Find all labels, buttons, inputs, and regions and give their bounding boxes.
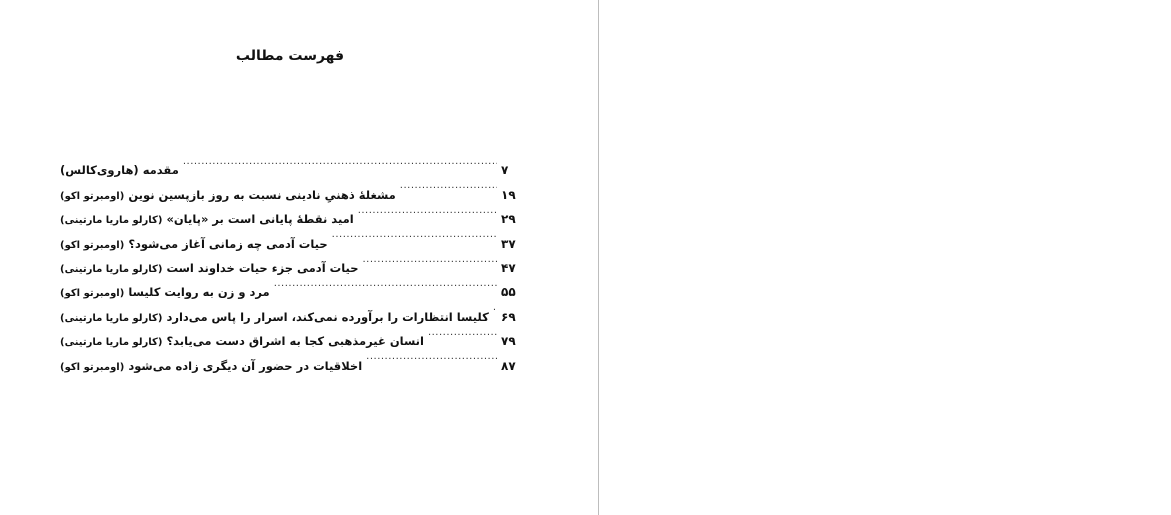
right-page [600,0,1171,515]
toc-entry-page: ۲۹ [501,212,516,227]
dot-leader [428,321,497,345]
toc-title: فهرست مطالب [235,48,345,64]
toc-entry-author: (کارلو ماریا مارتینی) [60,263,163,275]
dot-leader [274,272,497,296]
toc-entry-author: (کارلو ماریا مارتینی) [60,312,163,324]
toc-entry-page: ۱۹ [501,187,516,202]
dot-leader [400,174,497,198]
dot-leader [332,223,497,247]
page-divider [598,0,599,515]
toc-entry-title: حیات آدمی چه زمانی آغاز می‌شود؟ (اومبرتو اکو) [60,236,328,251]
toc-entry-title: حیات آدمی جزء حیات خداوند است (کارلو ماریا مارتینی) [60,260,359,275]
toc-entry-page: ۵۵ [501,285,516,300]
dot-leader [363,248,498,272]
toc-entry-page: ۷ [501,163,509,178]
toc-entry-page: ۳۷ [501,236,516,251]
toc-entry-page: ۴۷ [501,260,516,275]
toc-entry-title: اخلاقیات در حضور آن دیگری زاده می‌شود (اومبرتو اکو) [60,358,363,373]
toc-list [56,150,523,373]
toc-entry-page: ۷۹ [501,334,516,349]
toc-entry-page: ۶۹ [501,309,516,324]
toc-entry-title: کلیسا انتظارات را برآورده نمی‌کند، اسرار را پاس می‌دارد (کارلو ماریا مارتینی) [60,309,489,324]
toc-entry[interactable] [56,150,523,178]
toc-entry-author: (کارلو ماریا مارتینی) [60,337,163,349]
toc-entry-title: مرد و زن به روایت کلیسا (اومبرتو اکو) [60,285,270,300]
toc-entry-page: ۸۷ [501,358,516,373]
dot-leader [493,296,497,320]
toc-entry-author: (اومبرتو اکو) [60,361,125,373]
toc-entry-author: (اومبرتو اکو) [60,239,125,251]
toc-entry-author: (اومبرتو اکو) [60,288,125,300]
dot-leader [358,199,497,223]
toc-entry-author: (کارلو ماریا مارتینی) [60,215,163,227]
toc-entry-title: انسان غیرمذهبی کجا به اشراق دست می‌یابد؟ (کارلو ماریا مارتینی) [60,334,424,349]
toc-entry-author: (اومبرتو اکو) [60,190,125,202]
dot-leader [183,150,497,174]
toc-entry-title: مقدمه (هاروی‌کالس) [60,163,179,178]
dot-leader [366,345,497,369]
toc-entry-title: امید نقطهٔ پایانی است بر «پایان» (کارلو ماریا مارتینی) [60,212,354,227]
toc-entry-title: مشغلهٔ ذهنیِ نادینی نسبت به روز بازپسین نوین (اومبرتو اکو) [60,187,396,202]
